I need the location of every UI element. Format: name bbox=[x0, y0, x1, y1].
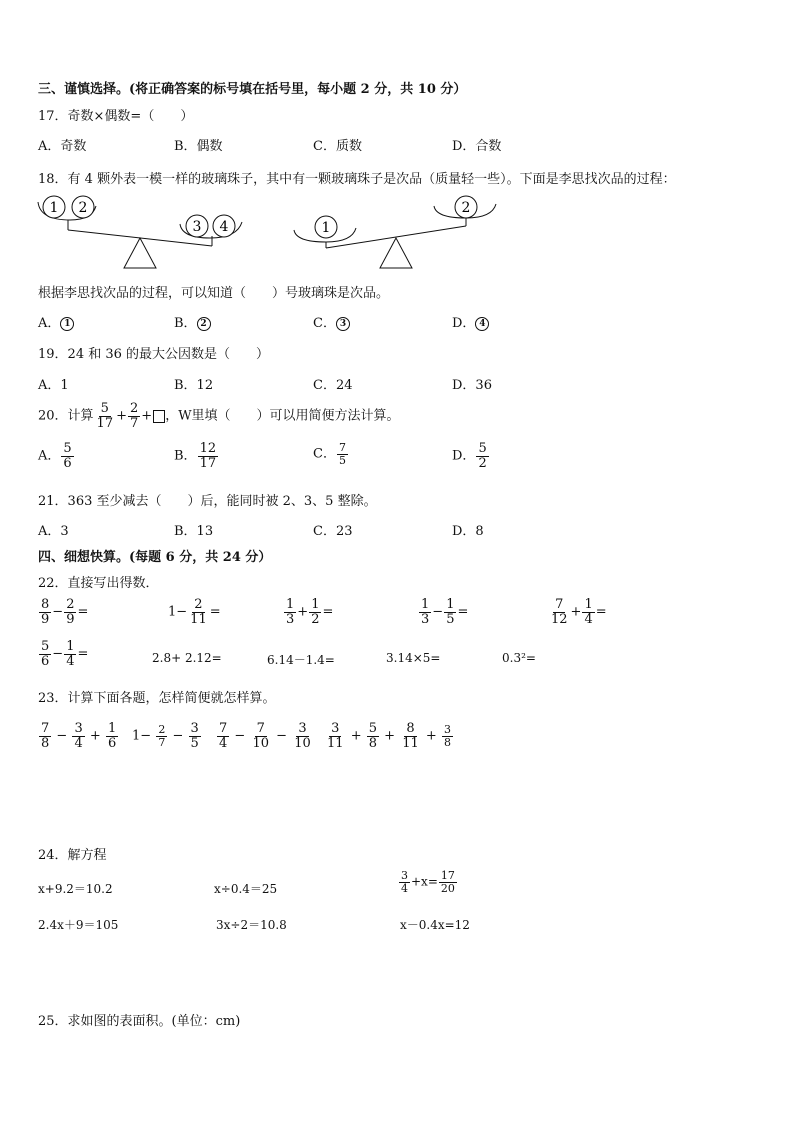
bead-label: 3 bbox=[192, 219, 202, 235]
operator: − bbox=[172, 728, 184, 744]
section-3-title: 三、谨慎选择。(将正确答案的标号填在括号里，每小题 2 分，共 10 分） bbox=[38, 82, 467, 97]
numerator: 1 bbox=[421, 597, 430, 612]
section-4-title: 四、细想快算。(每题 6 分，共 24 分） bbox=[38, 550, 272, 565]
circled-number: 2 bbox=[197, 317, 211, 331]
denominator: 8 bbox=[41, 735, 50, 751]
q22-item bbox=[38, 598, 88, 626]
numerator: 8 bbox=[41, 597, 50, 612]
q22-item bbox=[283, 598, 333, 626]
numerator: 2 bbox=[130, 401, 139, 416]
q19-option-c: C．24 bbox=[313, 378, 353, 393]
operator: + bbox=[350, 728, 362, 744]
numerator: 1 bbox=[66, 639, 75, 654]
bead-label: 2 bbox=[461, 200, 471, 216]
plus-sign: + bbox=[116, 408, 127, 424]
operator: + bbox=[384, 728, 396, 744]
numerator: 1 bbox=[584, 597, 593, 612]
numerator: 7 bbox=[555, 597, 564, 612]
equals-sign: = bbox=[77, 646, 89, 662]
denominator: 5 bbox=[338, 453, 346, 467]
fraction bbox=[198, 442, 219, 470]
fraction bbox=[128, 402, 140, 430]
q20-option-a bbox=[38, 442, 75, 470]
operator: − bbox=[56, 728, 68, 744]
circled-number: 3 bbox=[336, 317, 350, 331]
q19-option-d: D．36 bbox=[452, 378, 492, 393]
q18-stem: 18．有 4 颗外表一模一样的玻璃珠子，其中有一颗玻璃珠子是次品（质量轻一些）。下面是李思找次品的过程： bbox=[38, 172, 676, 187]
operator: − bbox=[276, 728, 288, 744]
plus-sign: + bbox=[141, 408, 153, 424]
q22-stem: 22．直接写出得数． bbox=[38, 576, 159, 591]
q17-option-d: D．合数 bbox=[452, 139, 502, 154]
q18-option-a bbox=[38, 312, 74, 331]
denominator: 7 bbox=[158, 735, 166, 749]
numerator: 8 bbox=[406, 721, 415, 736]
q23-expression-3 bbox=[216, 722, 314, 750]
option-letter: B． bbox=[174, 316, 197, 331]
blank-box bbox=[153, 410, 165, 423]
q23-expression-1 bbox=[38, 722, 119, 750]
operator: + bbox=[570, 604, 582, 620]
option-letter: A． bbox=[38, 448, 61, 464]
numerator: 5 bbox=[100, 401, 109, 416]
denominator: 7 bbox=[130, 415, 139, 431]
operator: − bbox=[52, 646, 64, 662]
denominator: 4 bbox=[74, 735, 83, 751]
q18-option-c bbox=[313, 312, 350, 331]
denominator: 3 bbox=[286, 611, 295, 627]
denominator: 4 bbox=[584, 611, 593, 627]
numerator: 1 bbox=[446, 597, 455, 612]
numerator: 2 bbox=[194, 597, 203, 612]
balance-diagram bbox=[30, 190, 510, 275]
numerator: 7 bbox=[41, 721, 50, 736]
prefix: 1− bbox=[168, 604, 188, 620]
numerator: 7 bbox=[256, 721, 265, 736]
operator: + bbox=[89, 728, 101, 744]
numerator: 3 bbox=[401, 869, 408, 882]
numerator: 1 bbox=[286, 597, 295, 612]
numerator: 3 bbox=[74, 721, 83, 736]
numerator: 12 bbox=[199, 441, 217, 456]
q22-item bbox=[548, 598, 607, 626]
denominator: 9 bbox=[41, 611, 50, 627]
denominator: 12 bbox=[551, 611, 568, 627]
q24-equation: 3x÷2＝10.8 bbox=[216, 918, 287, 932]
q19-option-a: A．1 bbox=[38, 378, 69, 393]
balance-1 bbox=[38, 196, 242, 268]
numerator: 1 bbox=[107, 721, 117, 736]
q21-stem: 21．363 至少减去（ ）后，能同时被 2、3、5 整除。 bbox=[38, 494, 377, 509]
fraction bbox=[61, 442, 73, 470]
q24-equation: x+9.2＝10.2 bbox=[38, 882, 113, 896]
option-letter: C． bbox=[313, 446, 336, 462]
numerator: 17 bbox=[440, 869, 455, 882]
equals-sign: = bbox=[77, 604, 89, 620]
q21-option-d: D．8 bbox=[452, 524, 484, 539]
q19-option-b: B．12 bbox=[174, 378, 214, 393]
q20-option-c bbox=[313, 442, 349, 466]
equation-middle: +x= bbox=[411, 874, 438, 889]
q22-item: 3.14×5= bbox=[386, 651, 441, 665]
operator: − bbox=[234, 728, 246, 744]
denominator: 4 bbox=[66, 653, 75, 669]
equals-sign: = bbox=[595, 604, 607, 620]
operator: + bbox=[425, 728, 437, 744]
numerator: 3 bbox=[443, 723, 451, 737]
bead-label: 4 bbox=[219, 219, 229, 235]
numerator: 5 bbox=[41, 639, 50, 654]
q24-stem: 24．解方程 bbox=[38, 848, 107, 863]
denominator: 2 bbox=[478, 455, 487, 471]
q18-option-b bbox=[174, 312, 211, 331]
numerator: 3 bbox=[190, 721, 199, 736]
fraction bbox=[337, 442, 348, 466]
denominator: 6 bbox=[63, 455, 72, 471]
prefix: 1− bbox=[132, 728, 152, 744]
operator: − bbox=[52, 604, 64, 620]
q17-option-b: B．偶数 bbox=[174, 139, 223, 154]
q25-stem: 25．求如图的表面积。(单位：cm) bbox=[38, 1014, 241, 1029]
q23-expression-2 bbox=[132, 722, 202, 750]
denominator: 9 bbox=[66, 611, 75, 627]
bead-label: 1 bbox=[49, 200, 59, 216]
operator: + bbox=[297, 604, 309, 620]
balance-2 bbox=[294, 196, 496, 268]
q22-item: 2.8+ 2.12= bbox=[152, 651, 222, 665]
q18-option-d bbox=[452, 312, 489, 331]
q19-stem: 19．24 和 36 的最大公因数是（ ） bbox=[38, 347, 270, 362]
denominator: 20 bbox=[440, 881, 455, 895]
q24-equation: 2.4x＋9＝105 bbox=[38, 918, 119, 932]
denominator: 10 bbox=[252, 735, 270, 751]
option-letter: D． bbox=[452, 316, 476, 331]
numerator: 7 bbox=[219, 721, 228, 736]
q22-item bbox=[418, 598, 468, 626]
denominator: 4 bbox=[401, 881, 408, 895]
numerator: 5 bbox=[478, 441, 487, 456]
q17-option-c: C．质数 bbox=[313, 139, 362, 154]
numerator: 1 bbox=[311, 597, 320, 612]
numerator: 2 bbox=[66, 597, 75, 612]
denominator: 2 bbox=[311, 611, 320, 627]
q24-equation: x÷0.4＝25 bbox=[214, 882, 278, 896]
denominator: 11 bbox=[402, 735, 419, 751]
option-letter: A． bbox=[38, 316, 61, 331]
q21-option-b: B．13 bbox=[174, 524, 214, 539]
circled-number: 4 bbox=[475, 317, 489, 331]
q17-stem: 17．奇数×偶数=（ ） bbox=[38, 109, 194, 124]
denominator: 3 bbox=[421, 611, 430, 627]
equals-sign: = bbox=[457, 604, 469, 620]
circled-number: 1 bbox=[60, 317, 74, 331]
q22-item bbox=[168, 598, 221, 626]
denominator: 6 bbox=[107, 735, 117, 751]
bead-label: 1 bbox=[321, 220, 331, 236]
denominator: 17 bbox=[96, 415, 114, 431]
equals-sign: = bbox=[322, 604, 334, 620]
q20-option-b bbox=[174, 442, 219, 470]
option-letter: B． bbox=[174, 448, 197, 464]
denominator: 11 bbox=[190, 611, 207, 627]
numerator: 3 bbox=[298, 721, 307, 736]
denominator: 8 bbox=[368, 735, 378, 751]
denominator: 10 bbox=[294, 735, 311, 751]
denominator: 17 bbox=[199, 455, 217, 471]
numerator: 2 bbox=[158, 723, 166, 737]
denominator: 11 bbox=[327, 735, 344, 751]
denominator: 4 bbox=[219, 735, 228, 751]
q20-stem bbox=[38, 402, 400, 430]
q24-equation: x－0.4x=12 bbox=[400, 918, 470, 932]
operator: − bbox=[432, 604, 444, 620]
denominator: 5 bbox=[190, 735, 199, 751]
numerator: 7 bbox=[338, 441, 346, 454]
q20-option-d bbox=[452, 442, 490, 470]
bead-label: 2 bbox=[78, 200, 88, 216]
q23-expression-4 bbox=[324, 722, 454, 750]
numerator: 5 bbox=[63, 441, 72, 456]
q24-equation bbox=[398, 870, 458, 894]
denominator: 5 bbox=[446, 611, 455, 627]
q22-item: 0.3²= bbox=[502, 651, 536, 665]
q18-stem-2: 根据李思找次品的过程，可以知道（ ）号玻璃珠是次品。 bbox=[38, 286, 390, 301]
q21-option-a: A．3 bbox=[38, 524, 69, 539]
q22-item bbox=[38, 640, 88, 668]
q22-item: 6.14－1.4= bbox=[267, 653, 335, 667]
denominator: 8 bbox=[443, 735, 451, 749]
q23-stem: 23．计算下面各题，怎样简便就怎样算。 bbox=[38, 691, 276, 706]
fraction bbox=[476, 442, 488, 470]
q17-option-a: A．奇数 bbox=[38, 139, 87, 154]
q20-suffix: ，W里填（ ）可以用简便方法计算。 bbox=[165, 408, 400, 424]
numerator: 5 bbox=[368, 721, 378, 736]
denominator: 6 bbox=[41, 653, 50, 669]
numerator: 3 bbox=[331, 721, 340, 736]
option-letter: D． bbox=[452, 448, 476, 464]
option-letter: C． bbox=[313, 316, 336, 331]
equals-sign: = bbox=[209, 604, 221, 620]
fraction bbox=[95, 402, 116, 430]
q20-prefix: 20．计算 bbox=[38, 408, 94, 424]
q21-option-c: C．23 bbox=[313, 524, 353, 539]
